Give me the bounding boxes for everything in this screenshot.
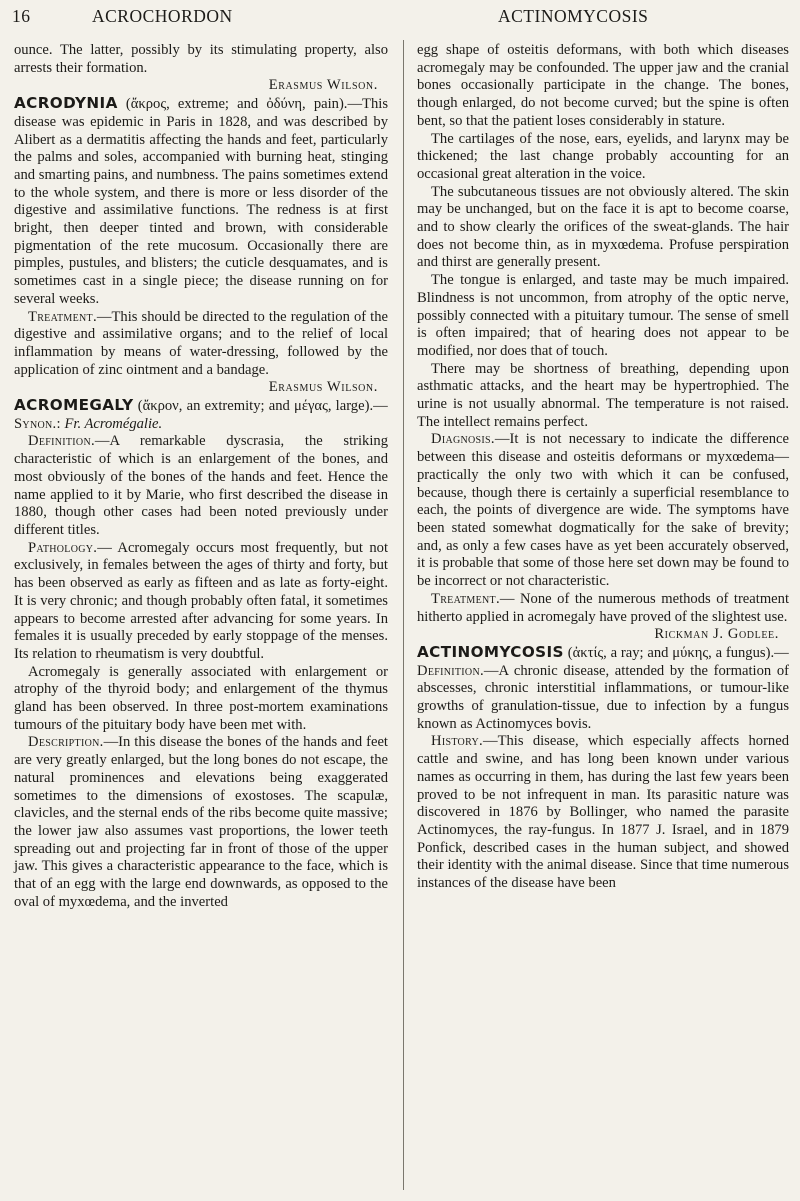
acromegaly-description	[14, 734, 388, 911]
acrochordon-author: Erasmus Wilson.	[268, 77, 378, 94]
acromegaly-etymology: (ἄκρον, an extremity; and μέγας, large).	[137, 398, 374, 415]
acromegaly-entry	[14, 397, 388, 433]
acromegaly-definition-label: Definition.	[28, 433, 95, 450]
acromegaly-paragraph-4: The tongue is enlarged, and taste may be much impaired. Blindness is not uncommon, from atrophy of the optic nerve, possibly connected with a pituitary tumour. The sense of smell is often impaired; that of hearing does not appear to be modified, nor does that of touch.	[417, 272, 789, 359]
acromegaly-synon-text: Fr. Acromégalie.	[64, 415, 163, 432]
actinomycosis-history-text: —This disease, which especially affects horned cattle and swine, and has long been known under various names as occurring in them, has during the last few years been proved to be not infrequent in man. Its parasitic nature was discovered in 1876 by Bollinger, who named the parasite Actinomyces, the ray-fungus. In 1877 J. Israel, and in 1879 Ponfick, described cases in the human subject, and showed their identity with the animal disease. Since that time numerous instances of the disease have been	[417, 733, 789, 892]
acromegaly-synon-label: —Synon.:	[14, 398, 388, 432]
left-column	[14, 42, 388, 911]
actinomycosis-history-label: History.	[431, 733, 483, 750]
actinomycosis-definition-label: —Definition.	[417, 644, 789, 679]
acrodynia-author: Erasmus Wilson.	[268, 379, 378, 396]
acromegaly-diagnosis	[417, 431, 789, 590]
actinomycosis-headword: ACTINOMYCOSIS	[417, 642, 564, 661]
acromegaly-paragraph-5: There may be shortness of breathing, depending upon asthmatic attacks, and the heart may be hypertrophied. The urine is not usually abnormal. The temperature is not raised. The intellect remains perfect.	[417, 360, 789, 430]
acromegaly-paragraph-3: The subcutaneous tissues are not obviously altered. The skin may be unchanged, but on the face it is apt to become coarse, and to show clearly the orifices of the sweat-glands. The hair does not become thin, as in myxœdema. Profuse perspiration and thirst are generally present.	[417, 183, 789, 271]
acromegaly-pathology-label: Pathology.	[28, 539, 98, 556]
acromegaly-paragraph-2: The cartilages of the nose, ears, eyelids, and larynx may be thickened; the last change probably accounting for an occasional great alteration in the voice.	[417, 130, 789, 182]
acrodynia-treatment-label: Treatment.	[28, 308, 97, 325]
left-running-head: ACROCHORDON	[92, 6, 233, 26]
acromegaly-diagnosis-text: —It is not necessary to indicate the difference between this disease and osteitis deformans or myxœdema—practically the only two with which it can be confused, because, though there is certainly a superficial resemblance to each, the points of divergence are wide. The symptoms have been stated somewhat dogmatically for the sake of brevity; and, as only a few cases have as yet been accurately observed, it is probable that some of those here set down may be found to be incorrect or not characteristic.	[417, 431, 789, 590]
acrodynia-text: —This disease was epidemic in Paris in 1828, and was described by Alibert as a dermatitis affecting the hands and feet, particularly the palms and soles, accompanied with burning heat, stinging and smarting pains, and numbness. The pains sometimes extend to the whole system, and there is more or less disorder of the digestive and assimilative functions. The redness is at first bright, then deeper tinted and brown, with considerable pigmentation of the rete mucosum. Occasionally there are pimples, pustules, and blisters; the cuticle desquamates, and is sometimes cast in a single piece; the disease running on for several weeks.	[14, 96, 388, 307]
right-column	[417, 42, 789, 893]
acromegaly-treatment-label: Treatment.	[431, 590, 500, 607]
acromegaly-treatment	[417, 591, 789, 626]
acromegaly-headword: ACROMEGALY	[14, 396, 134, 415]
acrodynia-treatment	[14, 309, 388, 380]
acromegaly-description-text: —In this disease the bones of the hands and feet are very greatly enlarged, but the long bones do not escape, the natural prominences and elevations being exaggerated sometimes to the dimensions of exostoses. The scapulæ, clavicles, and the sternal ends of the ribs become quite massive; the lower jaw also assumes vast proportions, the lower teeth spreading out and projecting far in front of those of the upper jaw. This gives a characteristic appearance to the face, which is that of an egg with the large end downwards, as opposed to the oval of myxœdema, and the inverted	[14, 734, 388, 910]
acrodynia-headword: ACRODYNIA	[14, 94, 118, 113]
right-running-head: ACTINOMYCOSIS	[498, 6, 649, 26]
running-header	[0, 0, 800, 40]
acromegaly-treatment-text: — None of the numerous methods of treatment hitherto applied in acromegaly have proved of the slightest use.	[417, 590, 789, 625]
actinomycosis-definition-text: —A chronic disease, attended by the formation of abscesses, chronic interstitial inflammations, or tumour-like growths of granulation-tissue, due to infection by a fungus known as Actinomyces bovis.	[417, 662, 789, 732]
acromegaly-paragraph-1: egg shape of osteitis deformans, with both which diseases acromegaly may be confounded. The upper jaw and the cranial bones occasionally participate in the change. The bones, though enlarged, do not become curved; but the spine is often bent, so that the patient loses considerably in stature.	[417, 42, 789, 129]
acromegaly-definition-text: —A remarkable dyscrasia, the striking characteristic of which is an enlargement of the bones, and most obviously of the bones of the hands and feet. Hence the name applied to it by Marie, who first described the disease in 1880, though other cases had been noted previously under different titles.	[14, 433, 388, 538]
page-number: 16	[12, 6, 31, 26]
acromegaly-pathology-2: Acromegaly is generally associated with enlargement or atrophy of the thyroid body; and enlargement of the thymus gland has been observed. In three post-mortem examinations tumours of the pituitary body have been met with.	[14, 663, 388, 733]
acrodynia-etymology: (ἄκρος, extreme; and ὀδύνη, pain).	[125, 96, 348, 113]
acrodynia-entry	[14, 95, 388, 308]
acromegaly-pathology-text: — Acromegaly occurs most frequently, but not exclusively, in females between the ages of thirty and forty, but has been observed as early as fifteen and as late as forty-eight. It is very chronic; and though probably often fatal, it sometimes appears to become arrested after advancing for some years. In females it is usually preceded by early stoppage of the menses. Its relation to rheumatism is very doubtful.	[14, 539, 388, 662]
actinomycosis-history	[417, 733, 789, 892]
actinomycosis-entry	[417, 644, 789, 734]
acrochordon-continuation: ounce. The latter, possibly by its stimulating property, also arrests their formation.	[14, 42, 388, 76]
acromegaly-definition	[14, 433, 388, 539]
acromegaly-description-label: Description.	[28, 734, 104, 751]
acrodynia-treatment-text: —This should be directed to the regulation of the digestive and assimilative organs; and to the relief of local inflammation by means of water-dressing, followed by the application of zinc ointment and a bandage.	[14, 308, 388, 378]
acromegaly-author: Rickman J. Godlee.	[654, 626, 779, 643]
acromegaly-diagnosis-label: Diagnosis.	[431, 431, 495, 448]
acromegaly-pathology	[14, 540, 388, 664]
actinomycosis-etymology: (ἀκτίς, a ray; and μύκης, a fungus).	[567, 644, 775, 661]
column-divider	[403, 40, 404, 1190]
